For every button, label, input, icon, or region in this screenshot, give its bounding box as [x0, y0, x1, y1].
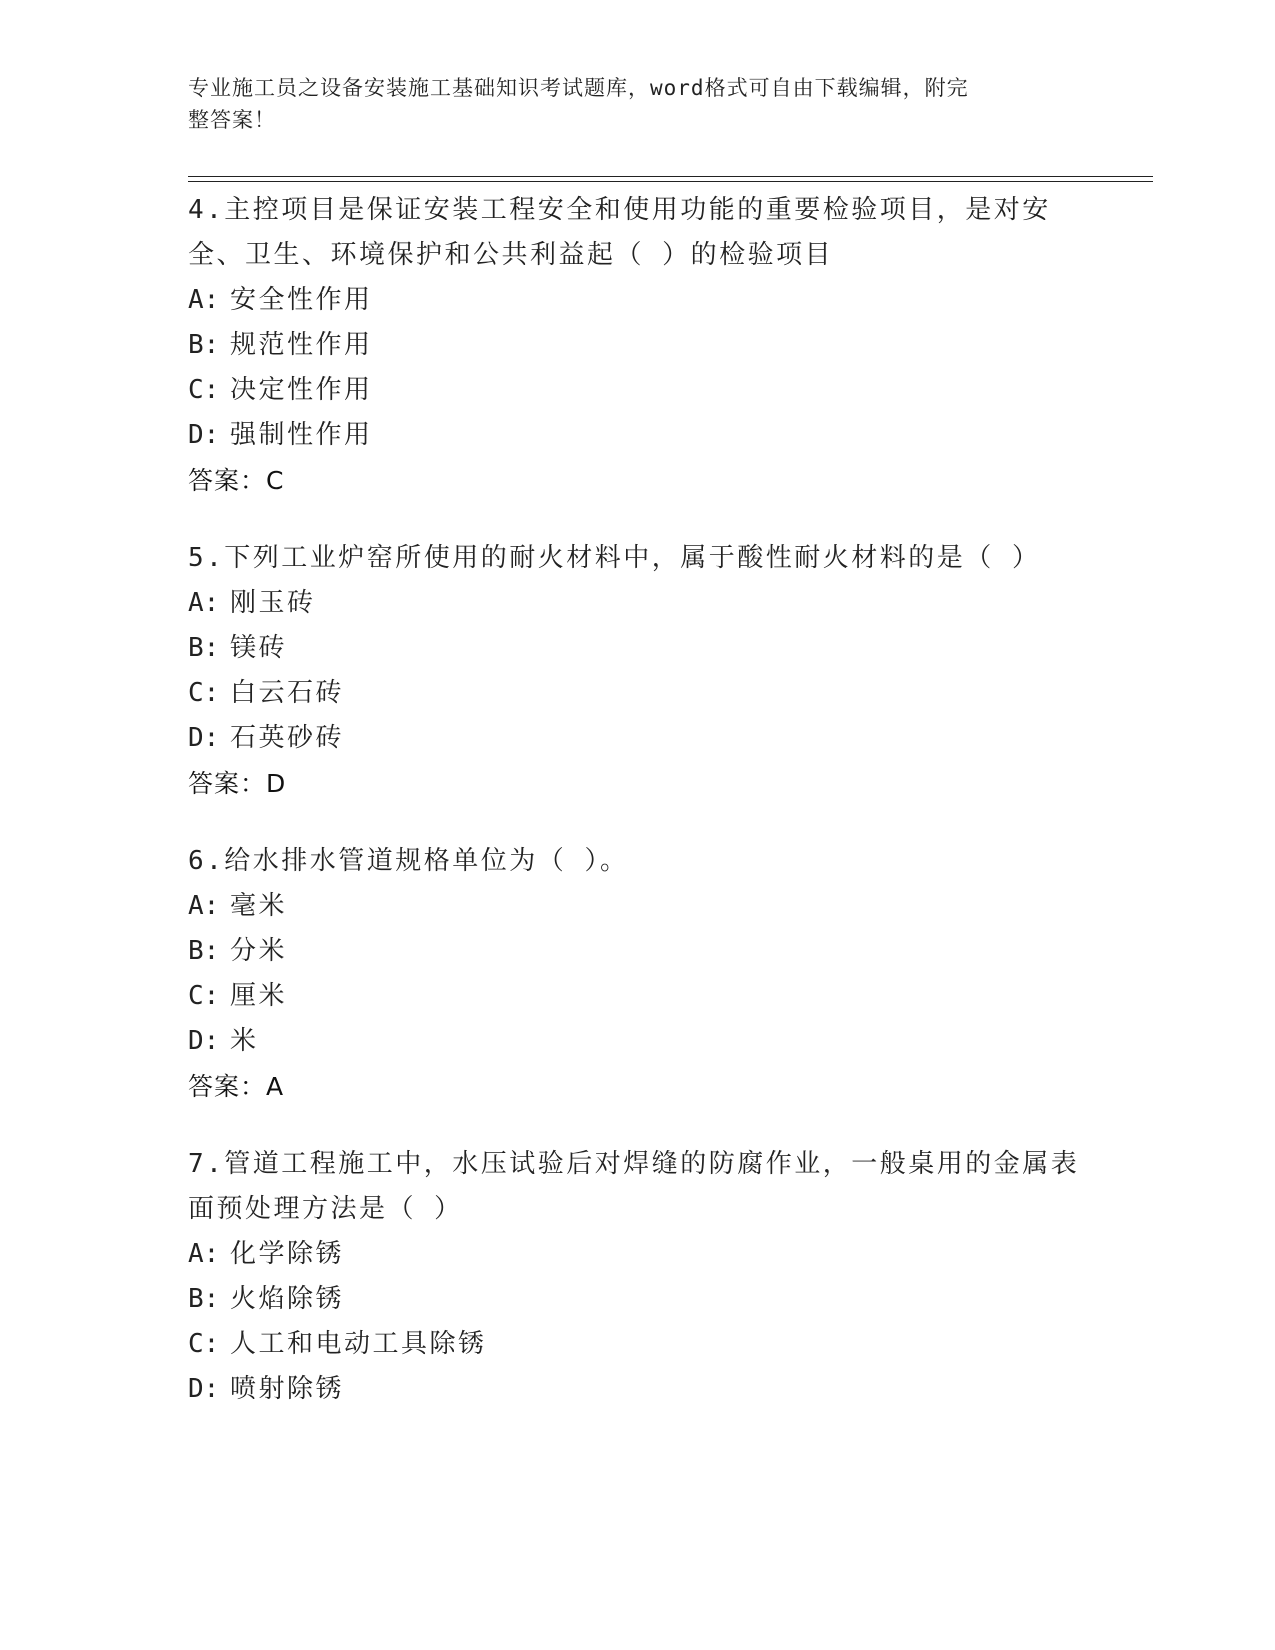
option-c	[188, 368, 1088, 413]
question-text: 5.下列工业炉窑所使用的耐火材料中，属于酸性耐火材料的是（ ）	[188, 543, 1041, 573]
option-d	[188, 1019, 1088, 1064]
option-text: 火焰除锈	[230, 1284, 345, 1314]
option-a	[188, 884, 1088, 929]
option-text: 喷射除锈	[230, 1374, 345, 1404]
document-header	[188, 72, 1068, 136]
option-text: 石英砂砖	[230, 723, 345, 753]
option-letter: B:	[188, 936, 220, 966]
option-text: 厘米	[230, 981, 288, 1011]
option-text: 刚玉砖	[230, 588, 316, 618]
option-letter: A:	[188, 588, 220, 618]
question-text: 7.管道工程施工中，水压试验后对焊缝的防腐作业，一般桌用的金属表面预处理方法是（ ）	[188, 1149, 1080, 1224]
answer-line: 答案：D	[188, 769, 287, 798]
option-b	[188, 323, 1088, 368]
answer-line: 答案：C	[188, 466, 285, 495]
option-letter: B:	[188, 1284, 220, 1314]
option-text: 米	[230, 1026, 259, 1056]
option-letter: A:	[188, 285, 220, 315]
option-a	[188, 581, 1088, 626]
option-letter: C:	[188, 375, 220, 405]
header-line-2: 整答案！	[188, 108, 276, 132]
option-a	[188, 1232, 1088, 1277]
option-letter: D:	[188, 1374, 220, 1404]
question-item	[188, 839, 1088, 1110]
option-c	[188, 671, 1088, 716]
option-letter: A:	[188, 891, 220, 921]
option-text: 规范性作用	[230, 330, 373, 360]
question-item	[188, 1142, 1088, 1412]
option-d	[188, 1367, 1088, 1412]
option-letter: C:	[188, 678, 220, 708]
option-letter: D:	[188, 420, 220, 450]
header-divider-secondary	[188, 181, 1153, 182]
question-text: 4.主控项目是保证安装工程安全和使用功能的重要检验项目，是对安全、卫生、环境保护和公共利益起（ ）的检验项目	[188, 195, 1051, 270]
option-text: 人工和电动工具除锈	[230, 1329, 487, 1359]
option-d	[188, 716, 1088, 761]
option-letter: C:	[188, 981, 220, 1011]
question-text: 6.给水排水管道规格单位为（ ）。	[188, 846, 629, 876]
option-letter: B:	[188, 330, 220, 360]
option-text: 强制性作用	[230, 420, 373, 450]
option-letter: D:	[188, 723, 220, 753]
option-letter: A:	[188, 1239, 220, 1269]
option-c	[188, 1322, 1088, 1367]
option-b	[188, 929, 1088, 974]
option-text: 毫米	[230, 891, 288, 921]
question-item	[188, 188, 1088, 504]
option-c	[188, 974, 1088, 1019]
header-line-1: 专业施工员之设备安装施工基础知识考试题库，word格式可自由下载编辑，附完	[188, 76, 969, 100]
option-text: 化学除锈	[230, 1239, 345, 1269]
option-a	[188, 278, 1088, 323]
option-letter: C:	[188, 1329, 220, 1359]
option-text: 安全性作用	[230, 285, 373, 315]
option-text: 分米	[230, 936, 288, 966]
option-text: 决定性作用	[230, 375, 373, 405]
option-text: 镁砖	[230, 633, 288, 663]
option-text: 白云石砖	[230, 678, 345, 708]
option-b	[188, 1277, 1088, 1322]
option-letter: B:	[188, 633, 220, 663]
option-d	[188, 413, 1088, 458]
header-divider	[188, 176, 1153, 177]
option-letter: D:	[188, 1026, 220, 1056]
answer-line: 答案：A	[188, 1072, 285, 1101]
option-b	[188, 626, 1088, 671]
question-item	[188, 536, 1088, 807]
question-list	[188, 188, 1088, 1444]
